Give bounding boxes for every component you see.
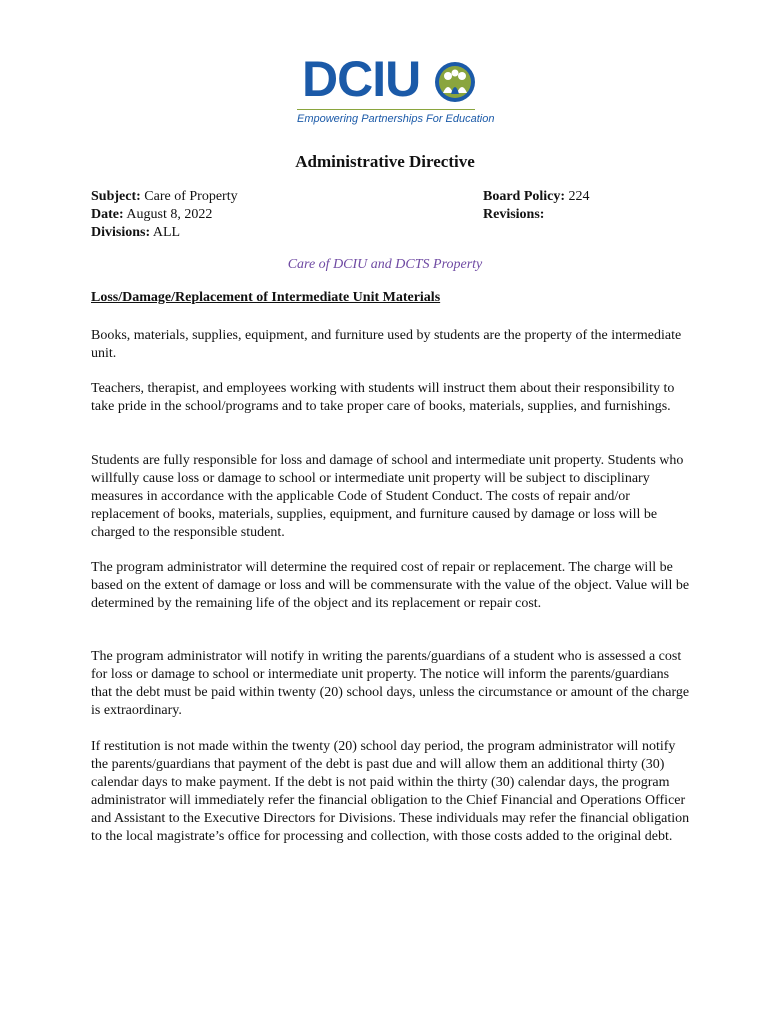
paragraph-3: Students are fully responsible for loss and damage of school and intermediate unit property. Students who willfully cause loss or damage to school or intermediate unit property will be subject to disciplinary measures in accordance with the applicable Code of Student Conduct. The costs of repair and/or replacement of books, materials, supplies, equipment, and furniture caused by damage or loss will be charged to the responsible student. [91, 453, 684, 540]
date-value: August 8, 2022 [123, 207, 213, 222]
paragraph-5: The program administrator will notify in writing the parents/guardians of a student who is assessed a cost for loss or damage to school or intermediate unit property. The notice will inform the parents/guardians that the debt must be paid within twenty (20) school days, unless the circumstance or amount of the charge is extraordinary. [91, 649, 690, 718]
paragraph-2: Teachers, therapist, and employees working with students will instruct them about their responsibility to take pride in the school/programs and to take proper care of books, materials, supplies, and furnishings. [91, 381, 675, 414]
date-label: Date: [91, 207, 124, 222]
divisions-label: Divisions: [91, 225, 151, 240]
document-title: Administrative Directive [295, 152, 475, 171]
paragraph-4: The program administrator will determine the required cost of repair or replacement. The charge will be based on the extent of damage or loss and will be commensurate with the value of the object. Value will be determined by the remaining life of the object and its replacement or repair cost. [91, 560, 690, 611]
revisions-row [483, 206, 590, 224]
revisions-label: Revisions: [483, 207, 545, 222]
paragraph-1: Books, materials, supplies, equipment, and furniture used by students are the property of the intermediate unit. [91, 328, 682, 361]
subject-value: Care of Property [140, 189, 238, 204]
board-policy-value: 224 [565, 189, 590, 204]
logo-tagline: Empowering Partnerships For Education [297, 113, 495, 125]
dciu-logo [0, 50, 770, 130]
subject-label: Subject: [91, 189, 141, 204]
date-row [91, 206, 238, 224]
divisions-row [91, 224, 238, 242]
logo-people-icon [434, 61, 476, 103]
logo-wordmark: DCIU [302, 51, 421, 107]
paragraph-6: If restitution is not made within the twenty (20) school day period, the program administrator will notify the parents/guardians that payment of the debt is past due and will allow them an additional thirty (30) calendar days to make payment. If the debt is not paid within the thirty (30) calendar days, the program administrator will immediately refer the financial obligation to the Chief Financial and Operations Officer and Assistant to the Executive Directors for Divisions. These individuals may refer the financial obligation to the local magistrate’s office for processing and collection, with those costs added to the original debt. [91, 739, 690, 844]
subject-row [91, 188, 238, 206]
meta-left [91, 188, 238, 242]
board-policy-row [483, 188, 590, 206]
board-policy-label: Board Policy: [483, 189, 566, 204]
logo-divider [297, 109, 475, 110]
document-subtitle: Care of DCIU and DCTS Property [287, 257, 483, 272]
section-heading: Loss/Damage/Replacement of Intermediate Unit Materials [91, 290, 441, 305]
divisions-value: ALL [150, 225, 181, 240]
meta-right [483, 188, 590, 224]
